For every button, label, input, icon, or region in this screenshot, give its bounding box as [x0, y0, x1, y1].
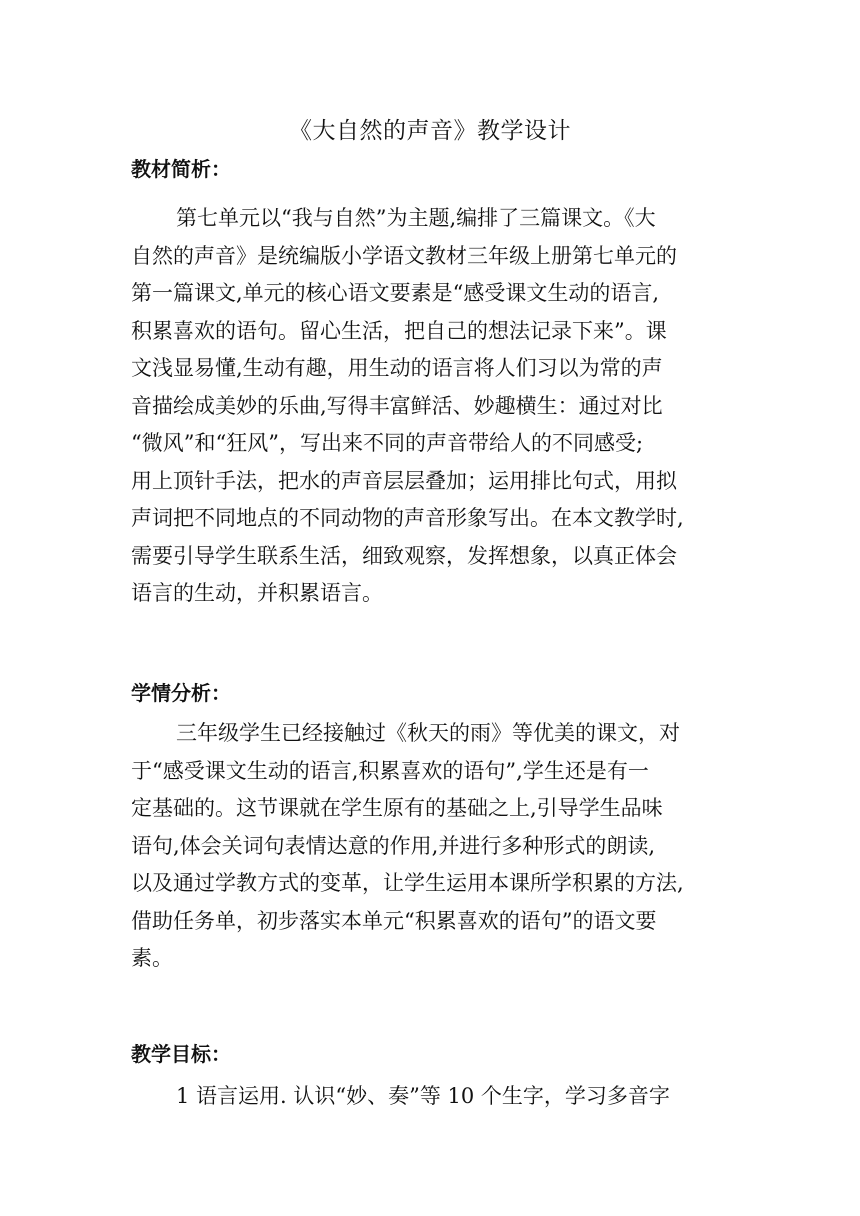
text-line: 三年级学生已经接触过《秋天的雨》等优美的课文，对 — [176, 721, 680, 745]
section-heading-textbook-analysis: 教材简析： — [131, 157, 231, 181]
paragraph-teaching-goals — [131, 1078, 743, 1116]
text-line: 音描绘成美妙的乐曲,写得丰富鲜活、妙趣横生：通过对比 — [131, 393, 663, 418]
text-line: 用上顶针手法，把水的声音层层叠加；运用排比句式，用拟 — [131, 468, 677, 493]
text-line: 积累喜欢的语句。留心生活，把自己的想法记录下来”。课 — [131, 318, 667, 343]
text-line: 定基础的。这节课就在学生原有的基础之上,引导学生品味 — [131, 796, 663, 820]
text-line: “微风”和“狂风”，写出来不同的声音带给人的不同感受; — [131, 431, 644, 455]
section-heading-teaching-goals: 教学目标： — [131, 1042, 231, 1066]
text-line: 于“感受课文生动的语言,积累喜欢的语句”,学生还是有一 — [131, 758, 649, 783]
text-line: 1 语言运用. 认识“妙、奏”等 10 个生字，学习多音字 — [176, 1084, 670, 1108]
text-line: 第一篇课文,单元的核心语文要素是“感受课文生动的语言, — [131, 281, 660, 305]
text-line: 第七单元以“我与自然”为主题,编排了三篇课文。《大 — [176, 206, 656, 230]
text-line: 需要引导学生联系生活，细致观察，发挥想象，以真正体会 — [131, 543, 677, 568]
text-line: 语句,体会关词句表情达意的作用,并进行多种形式的朗读, — [131, 833, 656, 858]
paragraph-student-analysis — [131, 715, 743, 978]
paragraph-textbook-analysis — [131, 200, 743, 613]
text-line: 声词把不同地点的不同动物的声音形象写出。在本文教学时, — [131, 506, 684, 530]
text-line: 素。 — [131, 946, 173, 970]
text-line: 以及通过学教方式的变革，让学生运用本课所学积累的方法, — [131, 871, 684, 895]
text-line: 自然的声音》是统编版小学语文教材三年级上册第七单元的 — [131, 243, 677, 268]
document-title: 《大自然的声音》教学设计 — [289, 118, 571, 144]
section-heading-student-analysis: 学情分析： — [131, 681, 231, 705]
text-line: 借助任务单，初步落实本单元“积累喜欢的语句”的语文要 — [131, 908, 657, 933]
text-line: 文浅显易懂,生动有趣，用生动的语言将人们习以为常的声 — [131, 356, 663, 380]
text-line: 语言的生动，并积累语言。 — [131, 581, 383, 605]
